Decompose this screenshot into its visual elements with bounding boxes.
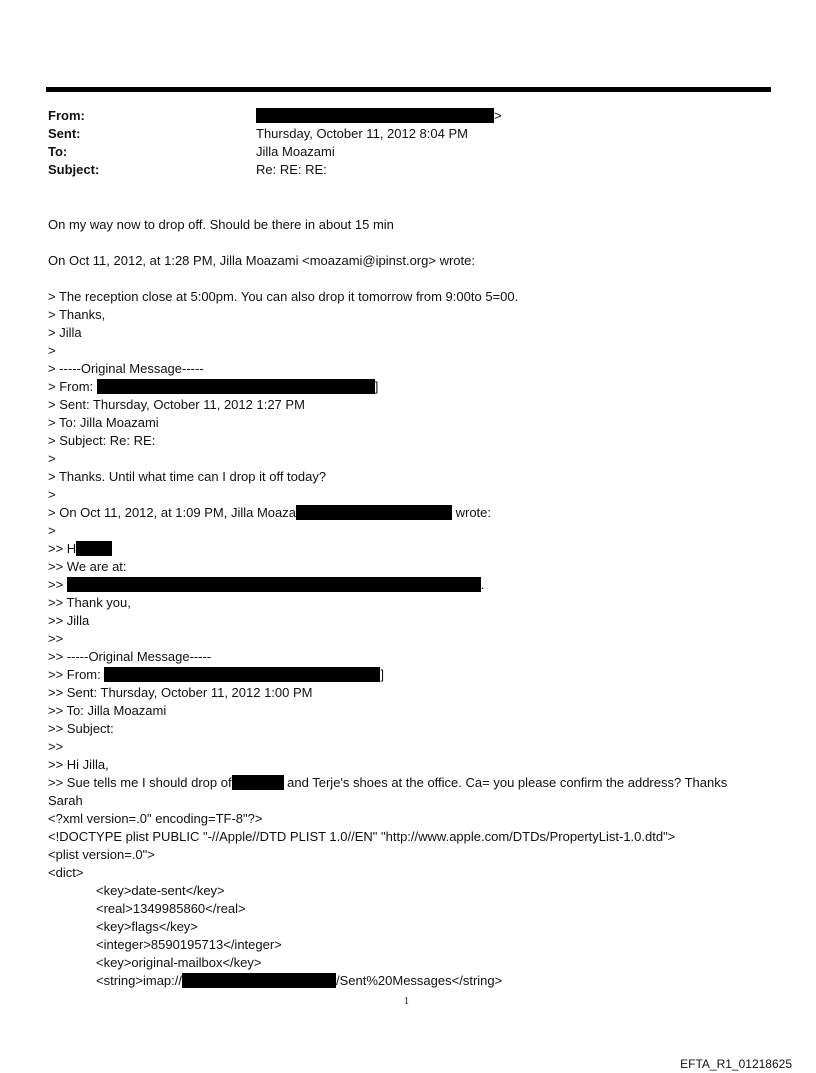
body-line bbox=[48, 666, 384, 684]
header-rule bbox=[46, 87, 771, 92]
body-line: > Subject: Re: RE: bbox=[48, 433, 156, 448]
body-line bbox=[48, 540, 112, 558]
body-line: > bbox=[48, 451, 56, 466]
body-line: >> Sent: Thursday, October 11, 2012 1:00 PM bbox=[48, 685, 313, 700]
body-line: > Jilla bbox=[48, 325, 82, 340]
address-prefix: >> bbox=[48, 577, 67, 592]
from-value bbox=[256, 107, 502, 125]
body-line: >> bbox=[48, 631, 64, 646]
body-line: > The reception close at 5:00pm. You can also drop it tomorrow from 9:00to 5=00. bbox=[48, 289, 519, 304]
quote-intro: > On Oct 11, 2012, at 1:09 PM, Jilla Moaza bbox=[48, 505, 296, 520]
imap-suffix: /Sent%20Messages</string> bbox=[336, 973, 503, 988]
redaction-box bbox=[256, 108, 494, 123]
redaction-box bbox=[76, 541, 112, 556]
body-line: > -----Original Message----- bbox=[48, 361, 204, 376]
body-line: > bbox=[48, 523, 56, 538]
body-line: >> Subject: bbox=[48, 721, 114, 736]
body-line: > Thanks. Until what time can I drop it off today? bbox=[48, 469, 327, 484]
body-line: >> Jilla bbox=[48, 613, 90, 628]
bracket: ] bbox=[374, 379, 379, 394]
wrote-text: wrote: bbox=[451, 505, 491, 520]
body-line: <key>date-sent</key> bbox=[96, 883, 225, 898]
body-line: Sarah bbox=[48, 793, 83, 808]
redaction-box bbox=[296, 505, 452, 520]
body-line: > Sent: Thursday, October 11, 2012 1:27 PM bbox=[48, 397, 305, 412]
body-line bbox=[48, 378, 378, 396]
body-line bbox=[48, 774, 727, 792]
redaction-box bbox=[232, 775, 284, 790]
body-line: > Thanks, bbox=[48, 307, 106, 322]
from-label: From: bbox=[48, 108, 85, 123]
body-line bbox=[48, 576, 484, 594]
body-line bbox=[48, 504, 491, 522]
address-period: . bbox=[480, 577, 485, 592]
redaction-box bbox=[104, 667, 380, 682]
body-line: <plist version=.0"> bbox=[48, 847, 155, 862]
body-line: > bbox=[48, 343, 56, 358]
body-line: >> We are at: bbox=[48, 559, 127, 574]
body-line: <integer>8590195713</integer> bbox=[96, 937, 282, 952]
redaction-box bbox=[67, 577, 481, 592]
body-line: <dict> bbox=[48, 865, 84, 880]
body-line: <?xml version=.0" encoding=TF-8"?> bbox=[48, 811, 263, 826]
quoted-from-label: >> From: bbox=[48, 667, 105, 682]
bracket: ] bbox=[380, 667, 384, 682]
body-line: > bbox=[48, 487, 56, 502]
body-line bbox=[96, 972, 502, 990]
quoted-from-label: > From: bbox=[48, 379, 97, 394]
request-start: >> Sue tells me I should drop of bbox=[48, 775, 232, 790]
sent-value: Thursday, October 11, 2012 8:04 PM bbox=[256, 126, 468, 141]
body-line: > To: Jilla Moazami bbox=[48, 415, 159, 430]
from-suffix: > bbox=[494, 108, 502, 123]
body-line: <!DOCTYPE plist PUBLIC "-//Apple//DTD PLIST 1.0//EN" "http://www.apple.com/DTDs/PropertyList-1.0.dtd"> bbox=[48, 829, 676, 844]
body-line: On my way now to drop off. Should be there in about 15 min bbox=[48, 217, 394, 232]
request-end: and Terje's shoes at the office. Ca= you please confirm the address? Thanks bbox=[283, 775, 728, 790]
imap-prefix: <string>imap:// bbox=[96, 973, 182, 988]
body-line: >> To: Jilla Moazami bbox=[48, 703, 167, 718]
body-line: >> bbox=[48, 739, 64, 754]
to-label: To: bbox=[48, 144, 68, 159]
redaction-box bbox=[97, 379, 375, 394]
sent-label: Sent: bbox=[48, 126, 81, 141]
to-value: Jilla Moazami bbox=[256, 144, 335, 159]
body-line: >> Hi Jilla, bbox=[48, 757, 109, 772]
body-line: >> -----Original Message----- bbox=[48, 649, 212, 664]
subject-label: Subject: bbox=[48, 162, 100, 177]
page-number: 1 bbox=[404, 996, 409, 1007]
body-line: >> Thank you, bbox=[48, 595, 131, 610]
greeting-start: >> H bbox=[48, 541, 77, 556]
bates-number: EFTA_R1_01218625 bbox=[680, 1057, 792, 1071]
body-line: On Oct 11, 2012, at 1:28 PM, Jilla Moazami <moazami@ipinst.org> wrote: bbox=[48, 253, 475, 268]
body-line: <key>flags</key> bbox=[96, 919, 198, 934]
body-line: <key>original-mailbox</key> bbox=[96, 955, 262, 970]
body-line: <real>1349985860</real> bbox=[96, 901, 246, 916]
subject-value: Re: RE: RE: bbox=[256, 162, 327, 177]
redaction-box bbox=[182, 973, 336, 988]
